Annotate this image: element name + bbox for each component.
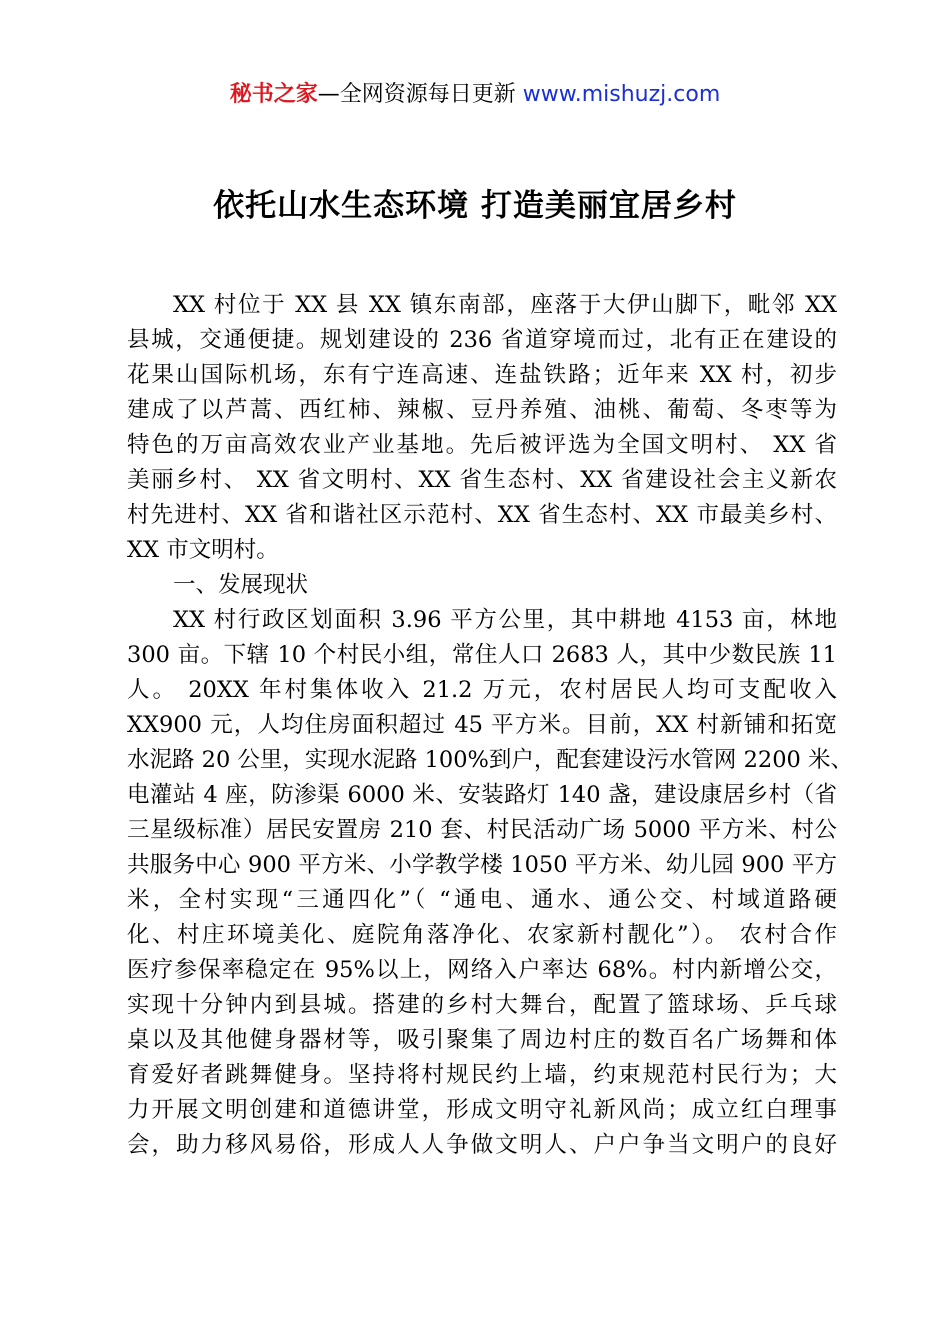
paragraph-1-line: 特色的万亩高效农业产业基地。先后被评选为全国文明村、 XX 省 — [127, 432, 837, 458]
header-tagline: —全网资源每日更新 — [317, 82, 516, 107]
section-heading: 一、发展现状 — [173, 572, 309, 598]
paragraph-2-line: 力开展文明创建和道德讲堂，形成文明守礼新风尚；成立红白理事 — [127, 1097, 837, 1123]
document-body — [127, 288, 853, 1163]
paragraph-2-line: 会，助力移风易俗，形成人人争做文明人、户户争当文明户的良好 — [127, 1132, 837, 1158]
paragraph-1-line: 县城，交通便捷。规划建设的 236 省道穿境而过，北有正在建设的 — [127, 327, 837, 353]
paragraph-2-line: 三星级标准）居民安置房 210 套、村民活动广场 5000 平方米、村公 — [127, 817, 837, 843]
paragraph-1-line: XX 市文明村。 — [127, 537, 279, 563]
paragraph-2-line: XX 村行政区划面积 3.96 平方公里，其中耕地 4153 亩，林地 — [173, 607, 837, 633]
paragraph-2-line: 育爱好者跳舞健身。坚持将村规民约上墙，约束规范村民行为；大 — [127, 1062, 837, 1088]
paragraph-2-line: 水泥路 20 公里，实现水泥路 100%到户，配套建设污水管网 2200 米、 — [127, 747, 853, 773]
paragraph-2-line: 桌以及其他健身器材等，吸引聚集了周边村庄的数百名广场舞和体 — [127, 1027, 837, 1053]
paragraph-2-line: XX900 元，人均住房面积超过 45 平方米。目前，XX 村新铺和拓宽 — [127, 712, 837, 738]
header-brand: 秘书之家 — [229, 82, 318, 107]
header-site-link[interactable]: www.mishuzj.com — [522, 82, 721, 107]
paragraph-1-line: 建成了以芦蒿、西红柿、辣椒、豆丹养殖、油桃、葡萄、冬枣等为 — [127, 397, 837, 423]
paragraph-1-line: 花果山国际机场，东有宁连高速、连盐铁路；近年来 XX 村，初步 — [127, 362, 837, 388]
paragraph-1-line: 美丽乡村、 XX 省文明村、XX 省生态村、XX 省建设社会主义新农 — [127, 467, 837, 493]
paragraph-2-line: 电灌站 4 座，防渗渠 6000 米、安装路灯 140 盏，建设康居乡村（省 — [127, 782, 837, 808]
page-header — [0, 78, 950, 112]
paragraph-2-line: 300 亩。下辖 10 个村民小组，常住人口 2683 人，其中少数民族 11 — [127, 642, 837, 668]
paragraph-2-line: 医疗参保率稳定在 95%以上，网络入户率达 68%。村内新增公交， — [127, 957, 837, 983]
paragraph-1-line: 村先进村、XX 省和谐社区示范村、XX 省生态村、XX 市最美乡村、 — [127, 502, 837, 528]
document-title: 依托山水生态环境 打造美丽宜居乡村 — [213, 188, 737, 224]
paragraph-2-line: 共服务中心 900 平方米、小学教学楼 1050 平方米、幼儿园 900 平方 — [127, 852, 837, 878]
paragraph-2-line: 实现十分钟内到县城。搭建的乡村大舞台，配置了篮球场、乒乓球 — [127, 992, 837, 1018]
paragraph-2-line: 化、村庄环境美化、庭院角落净化、农家新村靓化”）。 农村合作 — [127, 922, 837, 948]
paragraph-2-line: 米，全村实现“三通四化”（ “通电、通水、通公交、村域道路硬 — [127, 887, 837, 913]
paragraph-2-line: 人。 20XX 年村集体收入 21.2 万元，农村居民人均可支配收入 — [127, 677, 837, 703]
paragraph-1-line: XX 村位于 XX 县 XX 镇东南部，座落于大伊山脚下，毗邻 XX — [173, 292, 837, 318]
